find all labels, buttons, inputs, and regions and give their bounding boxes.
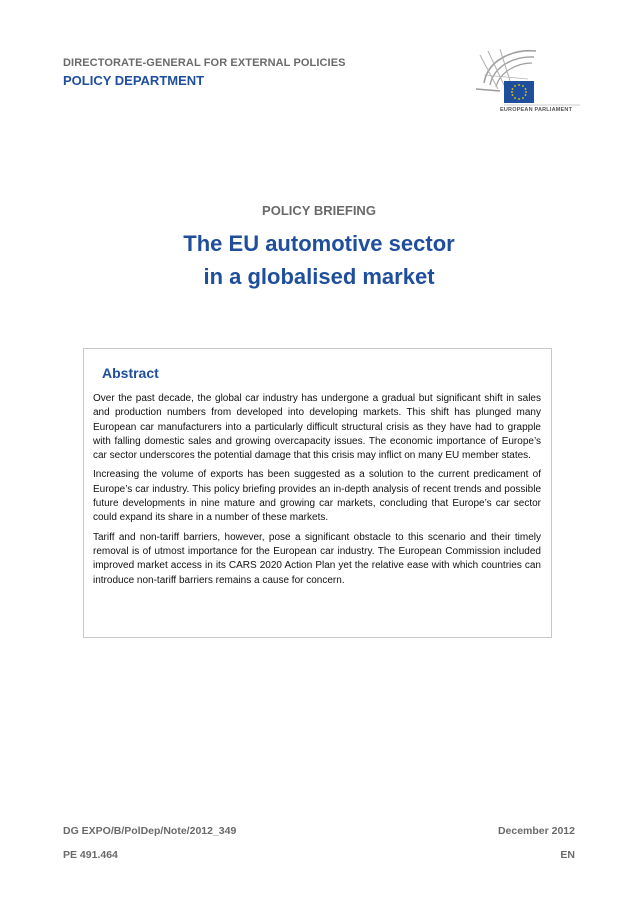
briefing-type: POLICY BRIEFING <box>262 203 376 218</box>
directorate-header: DIRECTORATE-GENERAL FOR EXTERNAL POLICIES <box>63 57 346 69</box>
department-header: POLICY DEPARTMENT <box>63 73 205 88</box>
abstract-body <box>93 392 541 593</box>
abstract-paragraph: Increasing the volume of exports has been suggested as a solution to the current predicament of Europe’s car industry. This policy briefing provides an in-depth analysis of recent trends and possible future developments in nine mature and growing car markets, concluding that Europe’s car sector could expand its share in a number of these markets. <box>93 469 541 524</box>
publication-date: December 2012 <box>497 825 575 837</box>
pe-number: PE 491.464 <box>63 849 118 861</box>
abstract-heading: Abstract <box>102 365 159 381</box>
language-code: EN <box>560 849 575 861</box>
abstract-paragraph: Tariff and non-tariff barriers, however, pose a significant obstacle to this scenario and their timely removal is of utmost importance for the European car industry. The European Commission included improved market access in its CARS 2020 Action Plan yet the relative ease with which countries can introduce non-tariff barriers remains a cause for concern. <box>93 531 541 586</box>
document-title-line-1: The EU automotive sector <box>183 231 455 256</box>
abstract-paragraph: Over the past decade, the global car industry has undergone a gradual but significant shift in sales and production numbers from developed into developing markets. This shift has plunged many European car manufacturers into a particularly difficult structural crisis as they have had to grapple with falling domestic sales and growing overcapacity issues. The economic importance of Europe’s car sector underscores the potential damage that this crisis may inflict on many EU member states. <box>93 393 541 462</box>
logo-label: EUROPEAN PARLIAMENT <box>500 107 573 113</box>
document-title-line-2: in a globalised market <box>203 264 435 289</box>
document-reference: DG EXPO/B/PolDep/Note/2012_349 <box>63 825 237 837</box>
